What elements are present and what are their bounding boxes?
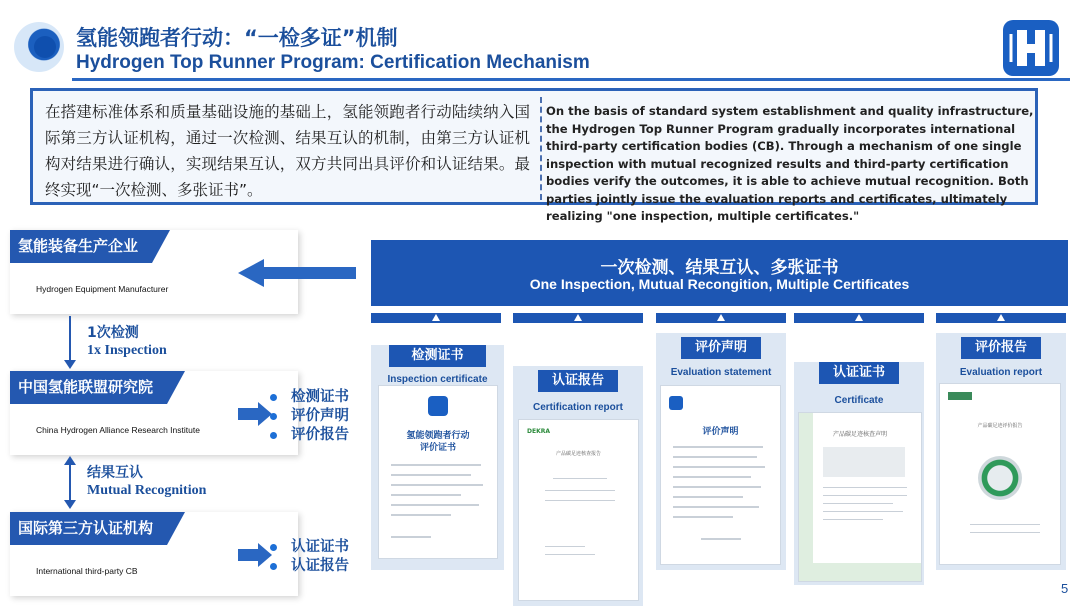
column-marker-icon (656, 313, 786, 323)
h-brand-logo-icon (428, 396, 448, 416)
dekra-logo-icon: DEKRA (527, 428, 550, 435)
return-arrow-shaft (262, 267, 356, 279)
page-title-cn: 氢能领跑者行动：“一检多证”机制 (76, 26, 398, 50)
h-brand-logo-icon (1003, 20, 1059, 76)
banner-title-en: One Inspection, Mutual Recongition, Multiple Certificates (529, 276, 910, 292)
page-title-en: Hydrogen Top Runner Program: Certification Mechanism (76, 52, 590, 73)
doc-title: 产品碳足迹核查报告 (555, 451, 601, 457)
doc-column-2 (513, 366, 643, 606)
output-item: 评价声明 (270, 407, 349, 426)
doc-label: Inspection certificate (387, 374, 488, 385)
intro-text-en: On the basis of standard system establishment and quality infrastructure, the Hydrogen Top Runner Program gradually incorporates international third-party certification bodies (CB). Through a mechanism of one single inspection with mutual recognized results and third-party certification bodies verify the outcomes, it is able to achieve mutual recognition. Both parties jointly issue the evaluation reports and certificates, ultimately realizing "one inspection, multiple certificates." (546, 104, 1034, 223)
doc-tag: 评价报告 (961, 337, 1041, 359)
doc-tag: 认证证书 (819, 362, 899, 384)
institute-arrow-shaft (238, 408, 260, 420)
output-item: 认证报告 (270, 557, 349, 576)
doc-tag: 认证报告 (538, 370, 618, 392)
doc-thumbnail (518, 419, 639, 601)
intro-text-cn: 在搭建标准体系和质量基础设施的基础上，氢能领跑者行动陆续纳入国际第三方认证机构，通过一次检测、结果互认的机制，由第三方认证机构对结果进行确认，实现结果互认，双方共同出具评价和认证结果。最终实现“一次检测、多张证书”。 (45, 103, 530, 199)
cb-outputs (270, 538, 349, 576)
institute-subtitle: China Hydrogen Alliance Research Institute (36, 425, 200, 435)
column-marker-icon (936, 313, 1066, 323)
doc-thumbnail (660, 385, 781, 565)
doc-title: 氢能领跑者行动 (406, 431, 470, 441)
step2-line (69, 464, 71, 502)
doc-thumbnail (798, 412, 922, 582)
step1-label-en: 1x Inspection (87, 343, 167, 358)
doc-label: Evaluation report (959, 367, 1043, 378)
institute-title: 中国氢能联盟研究院 (10, 371, 167, 404)
doc-column-4 (794, 362, 924, 585)
down-arrow-icon (64, 500, 76, 509)
doc-title: 产品碳足迹核查声明 (832, 431, 887, 438)
doc-label: Certificate (834, 395, 884, 406)
doc-column-3 (656, 333, 786, 570)
section-logo-icon (14, 22, 64, 72)
doc-title: 评价声明 (702, 427, 739, 437)
banner-title-cn: 一次检测、结果互认、多张证书 (600, 258, 839, 278)
doc-label: Evaluation statement (670, 367, 772, 378)
step2-label-en: Mutual Recognition (87, 483, 207, 498)
cb-subtitle: International third-party CB (36, 566, 138, 576)
title-underline (72, 78, 1070, 81)
down-arrow-icon (64, 360, 76, 369)
doc-column-1 (371, 345, 504, 570)
step1-label-cn: 1次检测 (87, 325, 139, 341)
doc-tag: 检测证书 (389, 345, 486, 367)
output-item: 检测证书 (270, 388, 349, 407)
manufacturer-subtitle: Hydrogen Equipment Manufacturer (36, 284, 169, 294)
column-marker-icon (794, 313, 924, 323)
return-arrow-head-icon (238, 259, 264, 287)
cb-title: 国际第三方认证机构 (10, 512, 167, 545)
h-brand-logo-icon (669, 396, 683, 410)
doc-subtitle: 评价证书 (419, 443, 456, 453)
certificate-footer (799, 563, 921, 581)
column-marker-icon (371, 313, 501, 323)
doc-thumbnail (939, 383, 1061, 565)
doc-tag: 评价声明 (681, 337, 761, 359)
intro-divider (540, 97, 542, 200)
page-number: 5 (1061, 581, 1069, 596)
doc-column-5 (936, 333, 1066, 570)
step1-line (69, 316, 71, 364)
column-marker-icon (513, 313, 643, 323)
product-image-icon (978, 456, 1022, 500)
certificate-border (799, 413, 813, 581)
output-item: 评价报告 (270, 426, 349, 445)
cb-arrow-shaft (238, 549, 260, 561)
institute-outputs (270, 388, 349, 445)
doc-label: Certification report (532, 402, 623, 413)
doc-title: 产品碳足迹评价报告 (977, 423, 1023, 429)
intro-box (30, 88, 1038, 223)
output-item: 认证证书 (270, 538, 349, 557)
manufacturer-title: 氢能装备生产企业 (10, 230, 152, 263)
doc-thumbnail (378, 385, 498, 559)
company-logo-icon (948, 392, 972, 400)
world-map-icon (823, 447, 905, 477)
step2-label-cn: 结果互认 (87, 465, 143, 481)
banner (371, 240, 1068, 306)
